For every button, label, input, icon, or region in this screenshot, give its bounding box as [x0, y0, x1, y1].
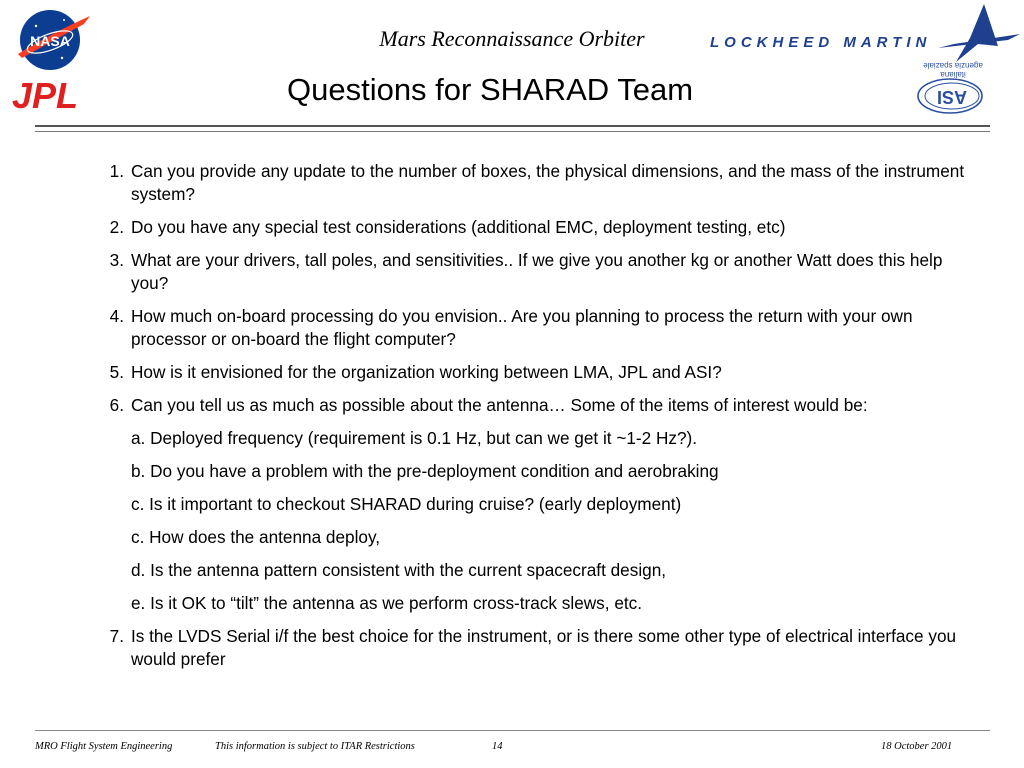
- footer-date: 18 October 2001: [881, 741, 953, 752]
- list-item: [100, 361, 980, 384]
- item-number: 4.: [109, 306, 124, 326]
- item-number: 6.: [109, 395, 124, 415]
- sub-item: a. Deployed frequency (requirement is 0.1 Hz, but can we get it ~1-2 Hz?).: [131, 428, 698, 448]
- item-number: 7.: [109, 626, 124, 646]
- list-item: [100, 394, 980, 417]
- list-item: [100, 305, 980, 351]
- question-list: [100, 160, 980, 681]
- header-divider-thin: [35, 131, 990, 132]
- item-text: What are your drivers, tall poles, and sensitivities.. If we give you another kg or another Watt does this help you?: [131, 250, 943, 293]
- page-title: Questions for SHARAD Team: [286, 72, 694, 107]
- list-item: [100, 216, 980, 239]
- footer-left: MRO Flight System Engineering: [35, 741, 173, 752]
- page-number: 14: [492, 741, 503, 752]
- svg-text:NASA: NASA: [30, 33, 70, 49]
- svg-text:italiana: italiana: [940, 70, 966, 79]
- item-number: 5.: [109, 362, 124, 382]
- item-text: Do you have any special test considerations (additional EMC, deployment testing, etc): [131, 217, 786, 237]
- footer-divider: [35, 730, 990, 731]
- footer-notice: This information is subject to ITAR Restrictions: [215, 741, 415, 752]
- item-number: 3.: [109, 250, 124, 270]
- item-number: 1.: [109, 161, 124, 181]
- sub-item: c. How does the antenna deploy,: [131, 527, 381, 547]
- item-text: How much on-board processing do you envision.. Are you planning to process the return with your own processor or on-board the flight computer?: [131, 306, 913, 349]
- header-subtitle: Mars Reconnaissance Orbiter: [379, 26, 645, 51]
- sub-item: b. Do you have a problem with the pre-deployment condition and aerobraking: [131, 461, 719, 481]
- list-item: [100, 625, 980, 671]
- sub-item: e. Is it OK to “tilt” the antenna as we perform cross-track slews, etc.: [131, 593, 643, 613]
- sub-item: d. Is the antenna pattern consistent with the current spacecraft design,: [131, 560, 667, 580]
- list-item: [100, 160, 980, 206]
- item-text: Can you tell us as much as possible about the antenna… Some of the items of interest would be:: [131, 395, 868, 415]
- svg-text:JPL: JPL: [12, 78, 79, 112]
- item-text: Can you provide any update to the number of boxes, the physical dimensions, and the mass of the instrument system?: [131, 161, 965, 204]
- item-text: How is it envisioned for the organization working between LMA, JPL and ASI?: [131, 362, 722, 382]
- list-item: [100, 249, 980, 295]
- svg-text:ASI: ASI: [936, 87, 968, 107]
- item-number: 2.: [109, 217, 124, 237]
- item-text: Is the LVDS Serial i/f the best choice for the instrument, or is there some other type of electrical interface you would prefer: [131, 626, 957, 669]
- sub-item: c. Is it important to checkout SHARAD during cruise? (early deployment): [131, 494, 682, 514]
- header-divider: [35, 125, 990, 127]
- svg-text:LOCKHEED MARTIN: LOCKHEED MARTIN: [710, 34, 932, 51]
- svg-text:agenzia spaziale: agenzia spaziale: [923, 61, 983, 70]
